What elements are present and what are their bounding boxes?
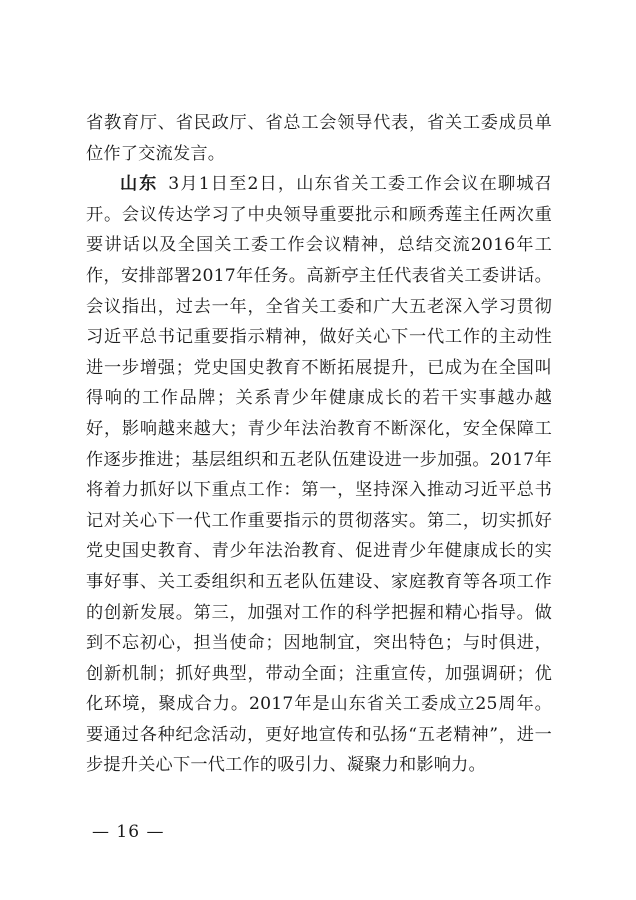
page-number: — 16 — bbox=[92, 822, 165, 842]
paragraph-text: 省教育厅、省民政厅、省总工会领导代表，省关工委成员单位作了交流发言。 bbox=[86, 113, 552, 164]
paragraph-lead-label: 山东 bbox=[120, 174, 159, 195]
paragraph-shandong bbox=[86, 169, 552, 781]
document-body bbox=[86, 108, 552, 781]
paragraph-text: 3月1日至2日，山东省关工委工作会议在聊城召开。会议传达学习了中央领导重要批示和顾秀莲主任两次重要讲话以及全国关工委工作会议精神，总结交流2016年工作，安排部署2017年任务。高新亭主任代表省关工委讲话。会议指出，过去一年，全省关工委和广大五老深入学习贯彻习近平总书记重要指示精神，做好关心下一代工作的主动性进一步增强；党史国史教育不断拓展提升，已成为在全国叫得响的工作品牌；关系青少年健康成长的若干实事越办越好，影响越来越大；青少年法治教育不断深化，安全保障工作逐步推进；基层组织和五老队伍建设进一步加强。2017年将着力抓好以下重点工作：第一，坚持深入推动习近平总书记对关心下一代工作重要指示的贯彻落实。第二，切实抓好党史国史教育、青少年法治教育、促进青少年健康成长的实事好事、关工委组织和五老队伍建设、家庭教育等各项工作的创新发展。第三，加强对工作的科学把握和精心指导。做到不忘初心，担当使命；因地制宜，突出特色；与时俱进，创新机制；抓好典型，带动全面；注重宣传，加强调研；优化环境，聚成合力。2017年是山东省关工委成立25周年。要通过各种纪念活动，更好地宣传和弘扬“五老精神”，进一步提升关心下一代工作的吸引力、凝聚力和影响力。 bbox=[86, 174, 552, 776]
paragraph-continued bbox=[86, 108, 552, 169]
